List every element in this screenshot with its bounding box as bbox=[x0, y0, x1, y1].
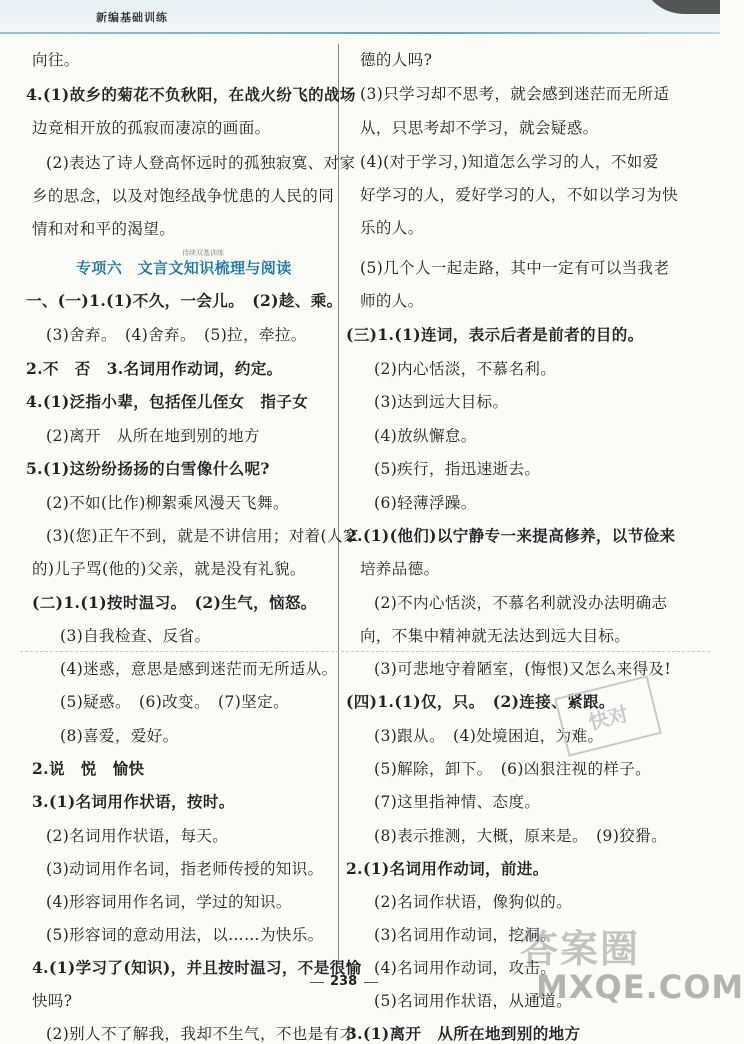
answer-line: (4)放纵懈怠。 bbox=[374, 427, 477, 445]
answer-line: (5)疑惑。 (6)改变。 (7)坚定。 bbox=[60, 693, 289, 711]
answer-line: 边竞相开放的孤寂而凄凉的画面。 bbox=[32, 119, 271, 137]
answer-line: (四)1.(1)仅，只。 (2)连接、紧跟。 bbox=[346, 692, 615, 711]
answer-line: 快吗? bbox=[32, 992, 73, 1010]
answer-line: (5)名词用作状语，从通道。 bbox=[374, 992, 573, 1010]
answer-line: (4)(对于学习，)知道怎么学习的人，不如爱 bbox=[360, 153, 659, 171]
answer-line: (5)解除，卸下。 (6)凶狠注视的样子。 bbox=[374, 760, 652, 778]
answer-line: (2)表达了诗人登高怀远时的孤独寂寞、对家 bbox=[46, 154, 356, 172]
answer-line: 2.(1)名词用作动词，前进。 bbox=[346, 859, 549, 878]
answer-line: 从，只思考却不学习，就会疑惑。 bbox=[360, 119, 599, 137]
answer-line: 乡的思念，以及对饱经战争忧患的人民的同 bbox=[32, 187, 335, 205]
answer-line: (3)(您)正午不到，就是不讲信用；对着(人家 bbox=[46, 527, 359, 545]
page-number: 238 bbox=[330, 974, 358, 989]
answer-line: (5)几个人一起走路，其中一定有可以当我老 bbox=[360, 259, 670, 277]
answer-line: 4.(1)学习了(知识)，并且按时温习，不是很愉 bbox=[32, 958, 362, 977]
answer-line: (三)1.(1)连词，表示后者是前者的目的。 bbox=[346, 325, 644, 344]
answer-line: (2)别人不了解我，我却不生气，不也是有才 bbox=[46, 1025, 356, 1043]
answer-line: (6)轻薄浮躁。 bbox=[374, 494, 477, 512]
answer-line: (3)只学习却不思考，就会感到迷茫而无所适 bbox=[360, 85, 670, 103]
answer-line: (2)名词用作状语，每天。 bbox=[46, 827, 229, 845]
header-rule bbox=[0, 32, 720, 34]
answer-line: (8)表示推测，大概，原来是。 (9)狡猾。 bbox=[374, 827, 667, 845]
watermark-logo: 答案圈 bbox=[520, 927, 641, 971]
page-number-dash-right bbox=[364, 982, 378, 983]
answer-line: 师的人。 bbox=[360, 292, 424, 310]
answer-line: 2.不 否 3.名词用作动词，约定。 bbox=[26, 359, 283, 378]
answer-line: (4)名词用作动词，攻击。 bbox=[374, 959, 557, 977]
answer-line: 德的人吗? bbox=[360, 51, 433, 69]
answer-line: (3)跟从。 (4)处境困迫，为难。 bbox=[374, 727, 604, 745]
page-number-dash-left bbox=[310, 982, 324, 983]
answer-line: 3.(1)名词用作状语，按时。 bbox=[32, 792, 235, 811]
answer-line: (3)可悲地守着陋室，(悔恨)又怎么来得及! bbox=[374, 660, 672, 678]
book-title: 新编基础训练 bbox=[96, 11, 168, 24]
answer-line: (5)形容词的意动用法，以……为快乐。 bbox=[46, 926, 324, 944]
answer-line: (3)自我检查、反省。 bbox=[60, 627, 211, 645]
answer-line: (8)喜爱，爱好。 bbox=[60, 727, 179, 745]
watermark-url: MXQE.COM bbox=[536, 968, 744, 1006]
answer-line: 2.说 悦 愉快 bbox=[32, 759, 145, 778]
answer-line: 的)儿子骂(他的)父亲，就是没有礼貌。 bbox=[32, 560, 306, 578]
answer-line: 好学习的人，爱好学习的人，不如以学习为快 bbox=[360, 186, 679, 204]
answer-line: (4)迷惑，意思是感到迷茫而无所适从。 bbox=[60, 660, 338, 678]
answer-line: 4.(1)故乡的菊花不负秋阳，在战火纷飞的战场 bbox=[26, 85, 356, 104]
answer-line: (5)疾行，指迅速逝去。 bbox=[374, 460, 541, 478]
answer-line: (7)这里指神情、态度。 bbox=[374, 793, 541, 811]
answer-line: (二)1.(1)按时温习。 (2)生气，恼怒。 bbox=[32, 593, 317, 612]
answer-line: (3)达到远大目标。 bbox=[374, 393, 509, 411]
answer-line: (3)舍弃。 (4)舍弃。 (5)拉，牵拉。 bbox=[46, 326, 307, 344]
faded-stamp: 快对 bbox=[554, 675, 662, 756]
answer-line: 3.(1)离开 从所在地到别的地方 bbox=[346, 1024, 581, 1043]
answer-line: 一、(一)1.(1)不久，一会儿。 (2)趁、乘。 bbox=[26, 291, 343, 310]
answer-line: 培养品德。 bbox=[360, 560, 440, 578]
answer-line: (3)名词用作动词，挖洞。 bbox=[374, 926, 557, 944]
answer-line: (2)不内心恬淡，不慕名利就没办法明确志 bbox=[374, 594, 668, 612]
answer-line: (2)离开 从所在地到别的地方 bbox=[46, 427, 260, 445]
answer-line: 向往。 bbox=[32, 51, 80, 69]
answer-line: (3)动词用作名词，指老师传授的知识。 bbox=[46, 860, 324, 878]
answer-line: (4)形容词用作名词，学过的知识。 bbox=[46, 893, 292, 911]
answer-line: 向，不集中精神就无法达到远大目标。 bbox=[360, 627, 631, 645]
small-note: 待续双基训练 bbox=[182, 249, 224, 257]
fold-line bbox=[20, 651, 710, 652]
answer-line: 2.(1)(他们)以宁静专一来提高修养，以节俭来 bbox=[346, 526, 676, 545]
answer-line: 4.(1)泛指小辈，包括侄儿侄女 指子女 bbox=[26, 392, 309, 411]
answer-line: (2)不如(比作)柳絮乘风漫天飞舞。 bbox=[46, 494, 289, 512]
column-divider bbox=[338, 44, 339, 964]
answer-line: 乐的人。 bbox=[360, 219, 424, 237]
answer-line: 5.(1)这纷纷扬扬的白雪像什么呢? bbox=[26, 459, 270, 478]
section-title: 专项六 文言文知识梳理与阅读 bbox=[76, 259, 292, 277]
answer-line: (2)名词作状语，像狗似的。 bbox=[374, 893, 573, 911]
answer-line: (2)内心恬淡，不慕名利。 bbox=[374, 360, 557, 378]
answer-line: 情和对和平的渴望。 bbox=[32, 220, 176, 238]
